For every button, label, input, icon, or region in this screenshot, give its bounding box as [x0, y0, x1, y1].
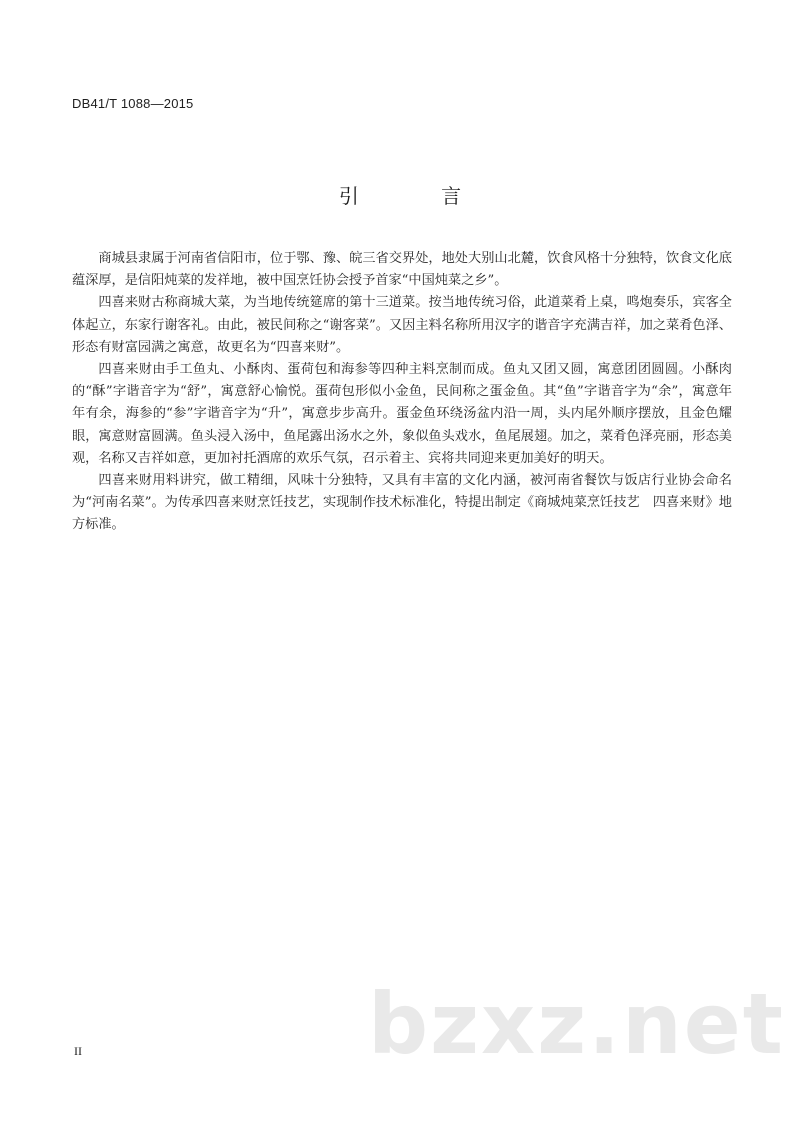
- paragraph-2: 四喜来财古称商城大菜，为当地传统筵席的第十三道菜。按当地传统习俗，此道菜肴上桌，鸣炮奏乐，宾客全体起立，东家行谢客礼。由此，被民间称之“谢客菜”。又因主料名称所用汉字的谐音字充满吉祥，加之菜肴色泽、形态有财富园满之寓意，故更名为“四喜来财”。: [72, 295, 732, 355]
- document-code-header: DB41/T 1088—2015: [72, 96, 194, 111]
- page-number: II: [74, 1044, 82, 1058]
- paragraph-3: 四喜来财由手工鱼丸、小酥肉、蛋荷包和海参等四种主料烹制而成。鱼丸又团又圆，寓意团团圆圆。小酥肉的“酥”字谐音字为“舒”，寓意舒心愉悦。蛋荷包形似小金鱼，民间称之蛋金鱼。其“鱼”字谐音字为“余”，寓意年年有余，海参的“参”字谐音字为“升”，寓意步步高升。蛋金鱼环绕汤盆内沿一周，头内尾外顺序摆放，且金色耀眼，寓意财富圆满。鱼头浸入汤中，鱼尾露出汤水之外，象似鱼头戏水，鱼尾展翅。加之，菜肴色泽亮丽，形态美观，名称又吉祥如意，更加衬托酒席的欢乐气氛，召示着主、宾将共同迎来更加美好的明天。: [72, 362, 732, 466]
- site-watermark: bzxz.net: [368, 975, 785, 1073]
- paragraph-4: 四喜来财用料讲究，做工精细，风味十分独特，又具有丰富的文化内涵，被河南省餐饮与饭店行业协会命名为“河南名菜”。为传承四喜来财烹饪技艺，实现制作技术标准化，特提出制定《商城炖菜烹饪技艺 四喜来财》地方标准。: [72, 473, 732, 533]
- paragraph-1: 商城县隶属于河南省信阳市，位于鄂、豫、皖三省交界处，地处大别山北麓，饮食风格十分独特，饮食文化底蕴深厚，是信阳炖菜的发祥地，被中国烹饪协会授予首家“中国炖菜之乡”。: [72, 251, 732, 289]
- section-title: 引 言: [338, 184, 500, 208]
- introduction-body: [72, 248, 732, 537]
